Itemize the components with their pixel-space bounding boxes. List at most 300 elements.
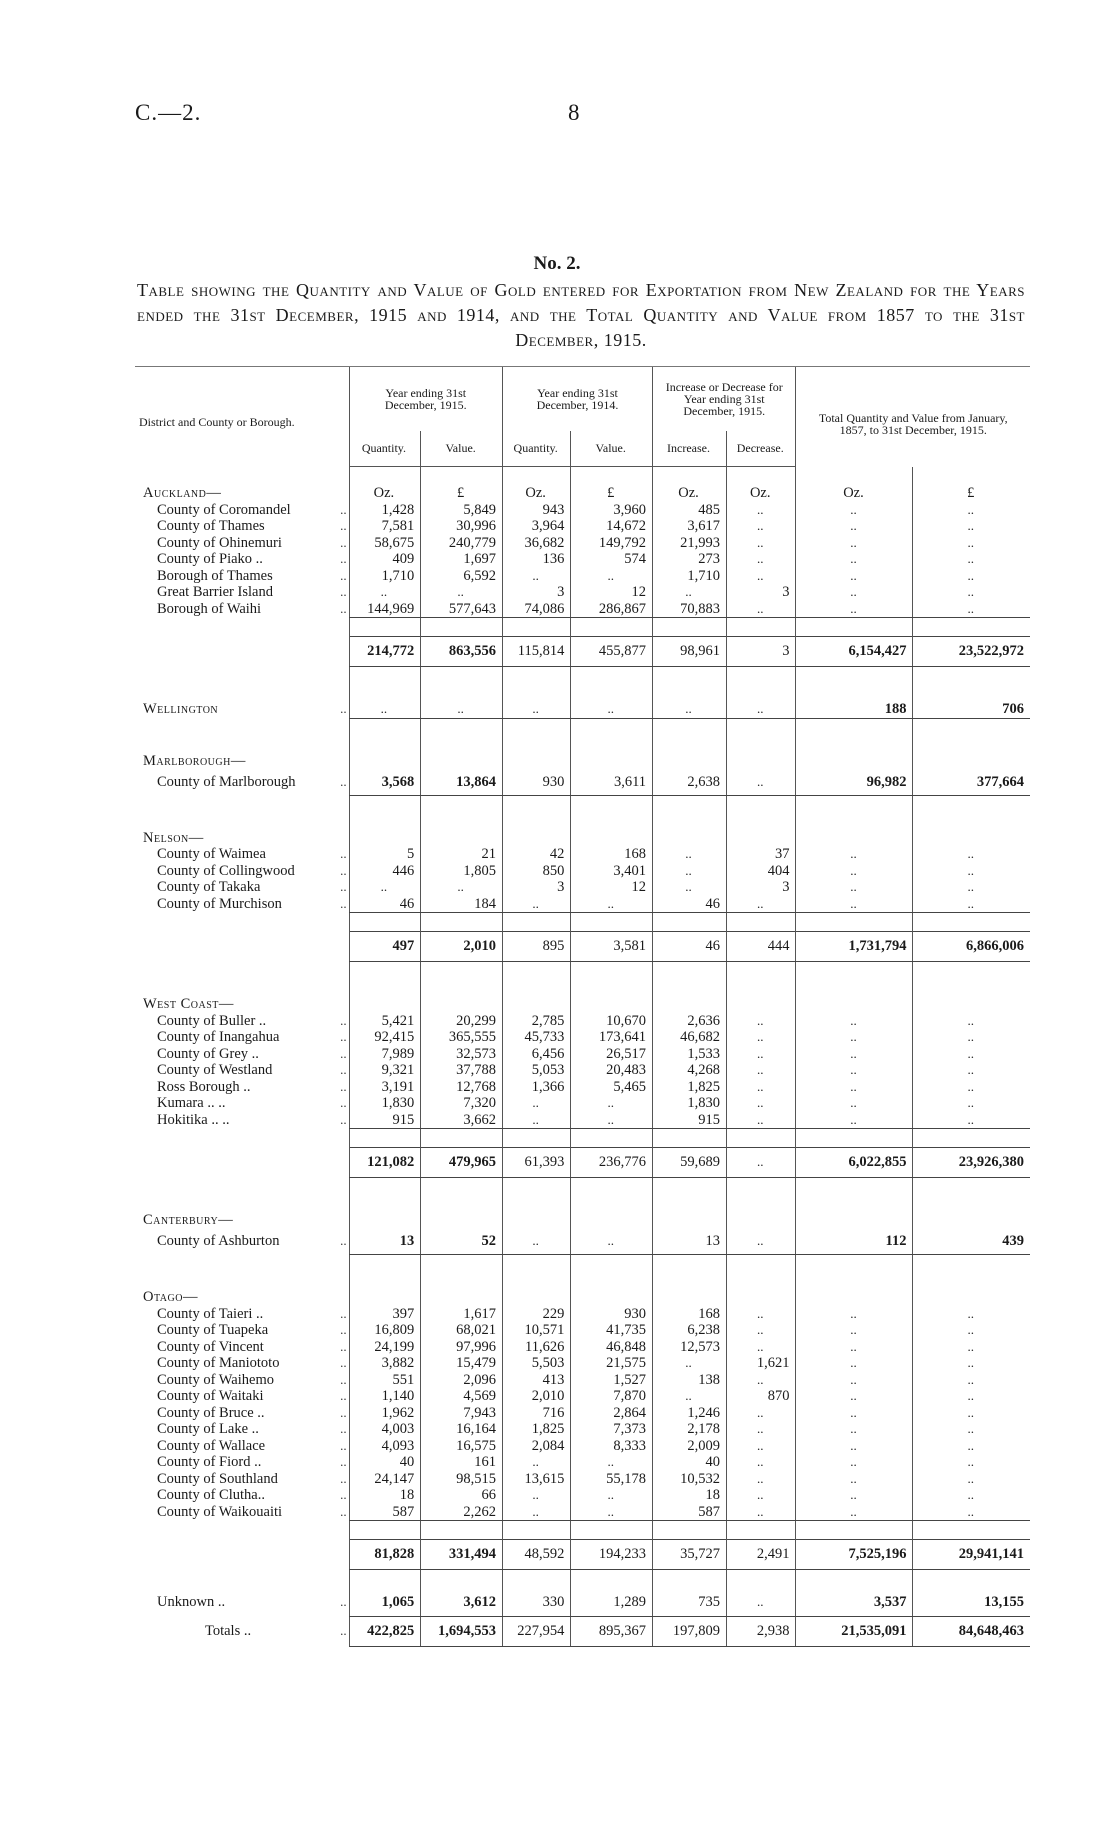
empty-cell [502,830,570,847]
table-row [135,502,1030,519]
row-label: County of Maniototo [157,1355,280,1371]
value-cell: 168 [653,1306,727,1323]
value-cell: .. [913,1079,1030,1096]
value-cell: 7,581 [349,518,421,535]
table-row [135,1454,1030,1471]
region-heading-row [135,1212,1030,1229]
value-cell: 26,517 [571,1046,653,1063]
value-cell: 273 [653,551,727,568]
spacer [334,1212,349,1229]
value-cell: 1,825 [502,1421,570,1438]
value-cell: 8,333 [571,1438,653,1455]
row-label: County of Coromandel [157,501,291,518]
value-cell: 161 [421,1454,503,1471]
value-1915-header: Value. [421,431,503,467]
value-cell: .. [571,1504,653,1521]
value-cell: 5,503 [502,1355,570,1372]
value-cell: .. [913,846,1030,863]
empty-cell [571,1212,653,1229]
value-cell: 3,617 [653,518,727,535]
table-caption: Table showing the Quantity and Value of Gold entered for Exportation from New Zealand for the Years ended the 31st December, 1915 and 1914, and the Total Quantity and Value from 1857 to the 31st December, 1915. [137,280,1025,350]
value-cell: 240,779 [421,535,503,552]
value-cell: .. [726,1454,796,1471]
row-label: County of Collingwood [157,862,295,879]
year-1915-header: Year ending 31st December, 1915. [349,367,502,431]
value-cell: 3,662 [421,1112,503,1129]
total-cell: 214,772 [349,637,421,667]
unit-oz: Oz. [796,485,913,502]
row-label: County of Bruce .. [157,1404,265,1421]
row-label: Unknown .. [157,1593,226,1610]
value-cell: 97,996 [421,1339,503,1356]
value-cell: 30,996 [421,518,503,535]
value-cell: 138 [653,1372,727,1389]
value-cell: 1,366 [502,1079,570,1096]
empty-cell [349,1212,421,1229]
empty-cell [653,1212,727,1229]
total-cell: 61,393 [502,1148,570,1178]
value-cell: .. [502,1504,570,1521]
row-label: County of Clutha.. [157,1487,265,1503]
region-label-auckland: Auckland— [143,485,222,501]
value-cell: 52 [421,1229,503,1255]
value-cell: .. [913,535,1030,552]
value-cell: .. [653,846,727,863]
value-cell: 40 [653,1454,727,1471]
value-cell: .. [796,1112,913,1129]
value-cell: .. [502,1487,570,1504]
empty-cell [913,830,1030,847]
value-cell: 446 [349,863,421,880]
dot-leader: .. [340,584,347,599]
empty-cell [726,1212,796,1229]
empty-cell [653,830,727,847]
value-cell: 18 [349,1487,421,1504]
value-cell: 14,672 [571,518,653,535]
total-cell: 6,866,006 [913,932,1030,962]
value-cell: 40 [349,1454,421,1471]
value-cell: 6,238 [653,1322,727,1339]
total-cell: 7,525,196 [796,1540,913,1570]
value-cell: 3,537 [796,1588,913,1616]
table-row [135,1372,1030,1389]
empty-cell [913,1212,1030,1229]
empty-cell [571,753,653,770]
table-row [135,863,1030,880]
value-cell: 574 [571,551,653,568]
value-cell: .. [796,1438,913,1455]
value-cell: 3 [502,879,570,896]
value-cell: 7,943 [421,1405,503,1422]
total-cell: 35,727 [653,1540,727,1570]
value-cell: .. [502,1454,570,1471]
value-cell: 1,710 [349,568,421,585]
value-cell: .. [726,1013,796,1030]
value-cell: .. [571,701,653,718]
total-cell: 331,494 [421,1540,503,1570]
value-cell: .. [796,863,913,880]
dot-leader: .. [340,1470,347,1486]
spacer [135,1540,334,1570]
group-total-row [135,1148,1030,1178]
empty-cell [502,1289,570,1306]
value-cell: 36,682 [502,535,570,552]
empty-cell [913,753,1030,770]
empty-cell [913,1289,1030,1306]
value-cell: 2,638 [653,769,727,795]
value-cell: .. [913,584,1030,601]
empty-cell [571,996,653,1013]
value-cell: 2,084 [502,1438,570,1455]
value-cell: .. [726,701,796,718]
value-cell: 9,321 [349,1062,421,1079]
row-label: County of Waihemo [157,1371,274,1388]
value-cell: 2,636 [653,1013,727,1030]
empty-cell [571,1289,653,1306]
value-cell: 7,870 [571,1388,653,1405]
value-cell: 706 [913,701,1030,718]
region-heading-row [135,996,1030,1013]
value-cell: 70,883 [653,601,727,618]
district-header: District and County or Borough. [135,367,334,467]
value-cell: 46 [349,896,421,913]
dot-leader: .. [340,1503,347,1519]
table-row [135,879,1030,896]
table-row [135,1062,1030,1079]
row-label: County of Westland [157,1062,273,1078]
total-cell: 479,965 [421,1148,503,1178]
value-cell: 46,848 [571,1339,653,1356]
value-cell: .. [796,1372,913,1389]
value-cell: 2,178 [653,1421,727,1438]
total-since-1857-header: Total Quantity and Value from January, 1857, to 31st December, 1915. [796,367,1030,467]
total-cell: 3 [726,637,796,667]
row-label: Great Barrier Island [157,584,273,600]
value-cell: .. [571,1454,653,1471]
spacer [135,1148,334,1178]
value-cell: 6,592 [421,568,503,585]
value-cell: .. [796,568,913,585]
value-cell: .. [726,1306,796,1323]
dot-leader: .. [340,1437,347,1453]
value-cell: .. [726,1046,796,1063]
total-cell: 863,556 [421,637,503,667]
value-cell: 24,147 [349,1471,421,1488]
empty-cell [421,830,503,847]
value-cell: 24,199 [349,1339,421,1356]
table-row [135,535,1030,552]
decrease-header: Decrease. [726,431,796,467]
total-cell: 46 [653,932,727,962]
empty-cell [726,830,796,847]
value-cell: .. [726,1095,796,1112]
table-row [135,584,1030,601]
empty-cell [726,753,796,770]
value-cell: .. [913,879,1030,896]
spacer [334,637,349,667]
value-cell: 10,670 [571,1013,653,1030]
value-cell: .. [726,769,796,795]
value-cell: .. [571,1229,653,1255]
total-cell: 48,592 [502,1540,570,1570]
value-cell: 4,268 [653,1062,727,1079]
total-cell: 59,689 [653,1148,727,1178]
spacer [334,1148,349,1178]
value-cell: 2,010 [502,1388,570,1405]
table-row [135,1112,1030,1129]
value-cell: .. [796,1355,913,1372]
value-cell: 4,569 [421,1388,503,1405]
table-row [135,1079,1030,1096]
value-cell: 229 [502,1306,570,1323]
value-cell: 1,533 [653,1046,727,1063]
row-label: Hokitika .. .. [157,1111,230,1128]
table-row [135,846,1030,863]
dot-leader: .. [340,862,347,878]
value-cell: .. [913,1306,1030,1323]
value-cell: 1,289 [571,1588,653,1616]
empty-cell [913,996,1030,1013]
value-cell: 12 [571,584,653,601]
value-cell: 439 [913,1229,1030,1255]
value-cell: .. [726,1438,796,1455]
value-cell: 1,065 [349,1588,421,1616]
row-label: Ross Borough .. [157,1078,251,1095]
value-cell: 13 [653,1229,727,1255]
value-cell: .. [726,601,796,618]
value-cell: 5 [349,846,421,863]
value-cell: .. [796,1079,913,1096]
value-cell: 930 [571,1306,653,1323]
value-cell: .. [913,1487,1030,1504]
value-cell: 3,611 [571,769,653,795]
unit-pound: £ [913,485,1030,502]
spacer [334,1540,349,1570]
table-row [135,551,1030,568]
value-cell: .. [913,1062,1030,1079]
value-cell: .. [796,1339,913,1356]
value-cell: 188 [796,701,913,718]
value-cell: 1,697 [421,551,503,568]
value-cell: .. [796,535,913,552]
value-cell: .. [726,1405,796,1422]
total-cell: 455,877 [571,637,653,667]
total-cell: 895 [502,932,570,962]
total-cell: 23,522,972 [913,637,1030,667]
spacer [334,753,349,770]
value-cell: 2,009 [653,1438,727,1455]
value-cell: .. [796,584,913,601]
value-cell: 55,178 [571,1471,653,1488]
dot-leader: .. [340,1095,347,1110]
table-row [135,1421,1030,1438]
value-cell: .. [502,701,570,718]
value-cell: .. [913,1421,1030,1438]
value-cell: 1,617 [421,1306,503,1323]
value-cell: .. [726,535,796,552]
value-cell: .. [913,1405,1030,1422]
value-cell: 409 [349,551,421,568]
empty-cell [349,753,421,770]
spacer [135,637,334,667]
dot-leader: .. [340,1421,347,1436]
table-row [135,1339,1030,1356]
row-label: County of Waimea [157,846,266,862]
value-cell: 13,864 [421,769,503,795]
value-cell: 6,456 [502,1046,570,1063]
table-row [135,1471,1030,1488]
value-cell: .. [913,1438,1030,1455]
value-cell: 1,825 [653,1079,727,1096]
value-cell: 1,710 [653,568,727,585]
value-cell: 3,612 [421,1588,503,1616]
value-cell: .. [796,1487,913,1504]
value-cell: .. [796,601,913,618]
unknown-row [135,1588,1030,1616]
value-cell: 1,962 [349,1405,421,1422]
row-label: Totals .. [205,1622,252,1639]
region-label: Marlborough— [143,752,246,769]
row-label: Borough of Waihi [157,600,262,617]
value-cell: 10,571 [502,1322,570,1339]
grand-totals-row [135,1616,1030,1646]
value-cell: .. [349,701,421,718]
value-cell: 16,164 [421,1421,503,1438]
value-cell: .. [913,1471,1030,1488]
dot-leader: .. [340,1371,347,1387]
unit-pound: £ [421,485,503,502]
value-cell: .. [913,896,1030,913]
value-cell: 112 [796,1229,913,1255]
value-cell: 5,849 [421,502,503,519]
value-cell: 1,140 [349,1388,421,1405]
dot-leader: .. [340,1062,347,1077]
value-cell: .. [726,1372,796,1389]
table-row [135,1355,1030,1372]
value-cell: 20,299 [421,1013,503,1030]
value-cell: 84,648,463 [913,1616,1030,1646]
table-row [135,1229,1030,1255]
table-row [135,601,1030,618]
value-cell: 3,960 [571,502,653,519]
table-row [135,1322,1030,1339]
value-cell: .. [796,1322,913,1339]
value-cell: .. [796,1062,913,1079]
value-cell: 3,964 [502,518,570,535]
value-cell: 18 [653,1487,727,1504]
value-cell: .. [726,1079,796,1096]
empty-cell [349,1289,421,1306]
value-cell: 20,483 [571,1062,653,1079]
value-cell: .. [913,1029,1030,1046]
unit-oz: Oz. [653,485,727,502]
value-cell: 397 [349,1306,421,1323]
empty-cell [653,753,727,770]
value-cell: 15,479 [421,1355,503,1372]
empty-cell [726,996,796,1013]
region-label: Nelson— [143,829,204,846]
dot-leader: .. [340,1045,347,1061]
value-cell: .. [726,896,796,913]
value-cell: 870 [726,1388,796,1405]
value-cell: 46 [653,896,727,913]
value-cell: .. [726,568,796,585]
dot-leader: .. [340,1233,347,1249]
value-cell: 3 [502,584,570,601]
value-cell: .. [913,502,1030,519]
table-row [135,1438,1030,1455]
value-cell: .. [796,1504,913,1521]
dot-leader: .. [340,1487,347,1502]
value-cell: .. [502,568,570,585]
value-cell: 3,401 [571,863,653,880]
dot-leader: .. [340,567,347,583]
value-cell: 92,415 [349,1029,421,1046]
total-cell: 1,731,794 [796,932,913,962]
table-row [135,1487,1030,1504]
region-heading-row [135,1289,1030,1306]
dot-leader: .. [340,1593,347,1609]
value-cell: 46,682 [653,1029,727,1046]
row-label: County of Fiord .. [157,1454,262,1470]
unit-oz: Oz. [502,485,570,502]
value-cell: 58,675 [349,535,421,552]
value-cell: .. [796,502,913,519]
table-row [135,1029,1030,1046]
value-cell: .. [726,1487,796,1504]
value-cell: 74,086 [502,601,570,618]
empty-cell [653,1289,727,1306]
row-label: Wellington [143,701,219,718]
value-cell: 1,830 [653,1095,727,1112]
value-cell: .. [421,584,503,601]
group-total-row [135,1540,1030,1570]
value-cell: 286,867 [571,601,653,618]
row-label: County of Waikouaiti [157,1503,283,1520]
empty-cell [796,830,913,847]
empty-cell [421,1212,503,1229]
value-cell: .. [796,1013,913,1030]
table-row [135,1405,1030,1422]
value-cell: 98,515 [421,1471,503,1488]
row-label: County of Grey .. [157,1045,259,1062]
value-cell: .. [571,1487,653,1504]
quantity-1914-header: Quantity. [502,431,570,467]
dot-leader: .. [340,879,347,894]
gold-export-table [135,366,1030,1647]
row-label: County of Wallace [157,1437,266,1454]
dot-leader: .. [340,1355,347,1370]
value-cell: .. [726,1339,796,1356]
total-cell: 497 [349,932,421,962]
value-cell: 551 [349,1372,421,1389]
value-cell: .. [726,551,796,568]
table-row [135,1046,1030,1063]
value-cell: 32,573 [421,1046,503,1063]
value-cell: .. [913,863,1030,880]
empty-cell [421,1289,503,1306]
dot-leader: .. [340,846,347,861]
total-cell: 6,022,855 [796,1148,913,1178]
value-cell: .. [796,1405,913,1422]
value-cell: 735 [653,1588,727,1616]
value-cell: 66 [421,1487,503,1504]
value-cell: 587 [653,1504,727,1521]
value-cell: 42 [502,846,570,863]
dot-leader: .. [340,1622,347,1638]
total-cell: 81,828 [349,1540,421,1570]
value-cell: 587 [349,1504,421,1521]
